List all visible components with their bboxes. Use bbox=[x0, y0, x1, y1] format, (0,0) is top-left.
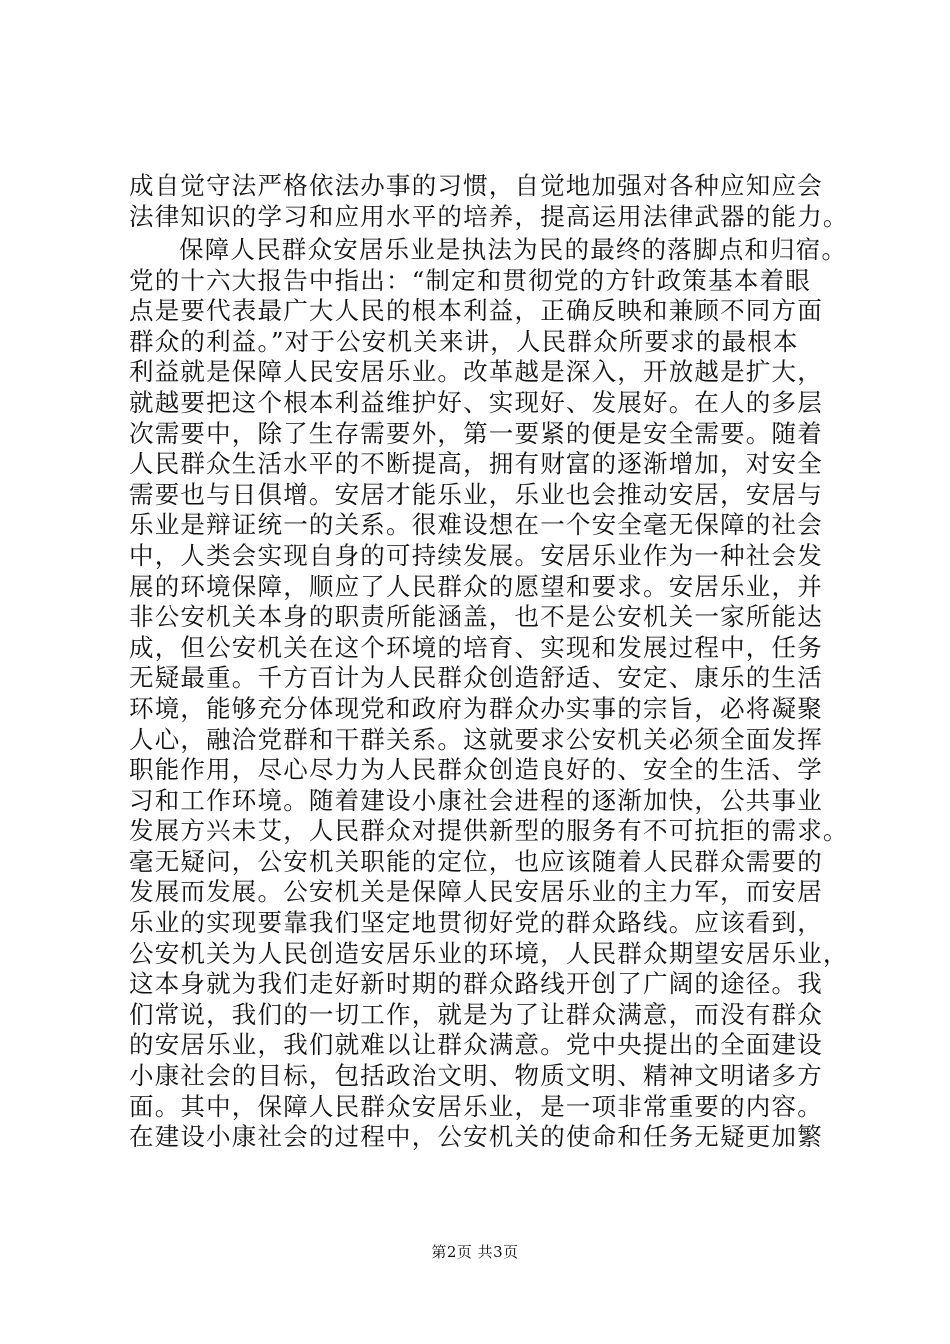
text-line: 面。其中，保障人民群众安居乐业，是一项非常重要的内容。 bbox=[129, 1091, 823, 1121]
text-line: 毫无疑问，公安机关职能的定位，也应该随着人民群众需要的 bbox=[129, 846, 823, 876]
text-line: 习和工作环境。随着建设小康社会进程的逐渐加快，公共事业 bbox=[129, 785, 823, 815]
text-line: 乐业的实现要靠我们坚定地贯彻好党的群众路线。应该看到， bbox=[129, 908, 823, 938]
text-line: 职能作用，尽心尽力为人民群众创造良好的、安全的生活、学 bbox=[129, 755, 823, 785]
text-line: 中，人类会实现自身的可持续发展。安居乐业作为一种社会发 bbox=[129, 540, 823, 570]
text-line: 成自觉守法严格依法办事的习惯，自觉地加强对各种应知应会 bbox=[129, 171, 823, 200]
text-line: 点是要代表最广大人民的根本利益，正确反映和兼顾不同方面 bbox=[129, 296, 823, 326]
text-line: 发展方兴未艾，人民群众对提供新型的服务有不可抗拒的需求。 bbox=[129, 816, 849, 846]
text-line: 人民群众生活水平的不断提高，拥有财富的逐渐增加，对安全 bbox=[129, 449, 823, 479]
text-line: 们常说，我们的一切工作，就是为了让群众满意，而没有群众 bbox=[129, 999, 823, 1029]
text-line: 的安居乐业，我们就难以让群众满意。党中央提出的全面建设 bbox=[129, 1030, 823, 1060]
text-line: 环境，能够充分体现党和政府为群众办实事的宗旨，必将凝聚 bbox=[129, 693, 823, 723]
text-line: 法律知识的学习和应用水平的培养，提高运用法律武器的能力。 bbox=[129, 201, 849, 231]
text-line: 小康社会的目标，包括政治文明、物质文明、精神文明诸多方 bbox=[129, 1061, 823, 1091]
text-line: 这本身就为我们走好新时期的群众路线开创了广阔的途径。我 bbox=[129, 969, 823, 999]
text-line: 就越要把这个根本利益维护好、实现好、发展好。在人的多层 bbox=[129, 387, 823, 417]
text-line: 次需要中，除了生存需要外，第一要紧的便是安全需要。随着 bbox=[129, 418, 823, 448]
text-line: 需要也与日俱增。安居才能乐业，乐业也会推动安居，安居与 bbox=[129, 479, 823, 509]
text-line: 展的环境保障，顺应了人民群众的愿望和要求。安居乐业，并 bbox=[129, 571, 823, 601]
text-line: 公安机关为人民创造安居乐业的环境，人民群众期望安居乐业， bbox=[129, 938, 849, 968]
text-line: 非公安机关本身的职责所能涵盖，也不是公安机关一家所能达 bbox=[129, 602, 823, 632]
text-line: 在建设小康社会的过程中，公安机关的使命和任务无疑更加繁 bbox=[129, 1122, 823, 1152]
text-line: 党的十六大报告中指出：“制定和贯彻党的方针政策基本着眼 bbox=[129, 265, 811, 295]
text-line: 发展而发展。公安机关是保障人民安居乐业的主力军，而安居 bbox=[129, 877, 823, 907]
text-line: 成，但公安机关在这个环境的培育、实现和发展过程中，任务 bbox=[129, 632, 823, 662]
text-line-first: 保障人民群众安居乐业是执法为民的最终的落脚点和归宿。 bbox=[179, 235, 848, 264]
text-line: 乐业是辩证统一的关系。很难设想在一个安全毫无保障的社会 bbox=[129, 510, 823, 540]
text-line: 无疑最重。千方百计为人民群众创造舒适、安定、康乐的生活 bbox=[129, 663, 823, 693]
text-line: 群众的利益。”对于公安机关来讲，人民群众所要求的最根本 bbox=[129, 326, 799, 356]
text-line: 利益就是保障人民安居乐业。改革越是深入，开放越是扩大， bbox=[129, 357, 823, 387]
paragraph-continuation bbox=[129, 171, 849, 232]
text-line: 人心，融洽党群和干群关系。这就要求公安机关必须全面发挥 bbox=[129, 724, 823, 754]
paragraph-main bbox=[129, 235, 849, 1153]
page-number-footer: 第2页 共3页 bbox=[431, 1243, 519, 1261]
